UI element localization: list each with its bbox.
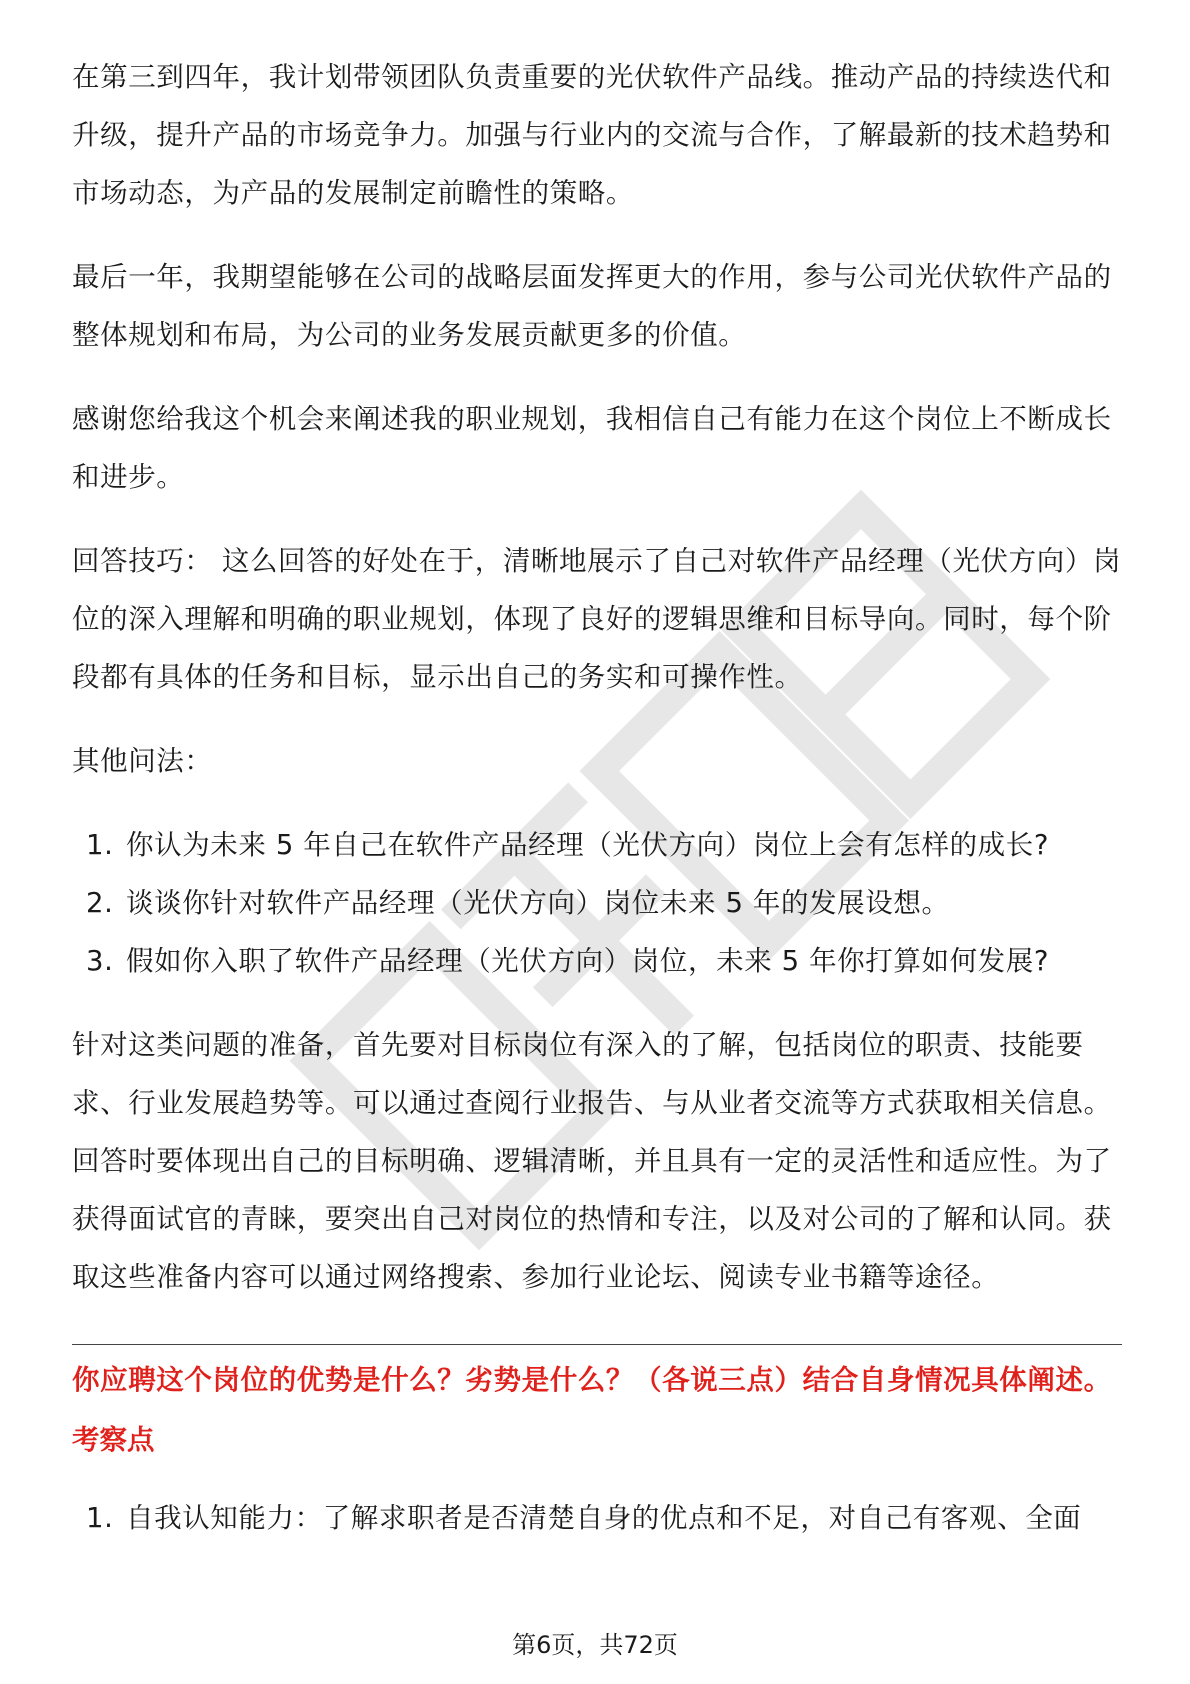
list-item-text: 谈谈你针对软件产品经理（光伏方向）岗位未来 5 年的发展设想。: [126, 887, 950, 919]
list-item: [72, 1489, 1122, 1547]
paragraph-thanks: 感谢您给我这个机会来阐述我的职业规划，我相信自己有能力在这个岗位上不断成长和进步。: [72, 403, 1112, 493]
question-heading: 你应聘这个岗位的优势是什么？劣势是什么？（各说三点）结合自身情况具体阐述。: [72, 1364, 1112, 1396]
list-item-number: 1.: [86, 1502, 114, 1534]
paragraph-years-3-4: 在第三到四年，我计划带领团队负责重要的光伏软件产品线。推动产品的持续迭代和升级，提升产品的市场竞争力。加强与行业内的交流与合作，了解最新的技术趋势和市场动态，为产品的发展制定前瞻性的策略。: [72, 61, 1112, 209]
list-item-number: 2.: [86, 887, 114, 919]
list-item-number: 1.: [86, 829, 114, 861]
section-divider: [72, 1344, 1122, 1345]
paragraph-preparation: 针对这类问题的准备，首先要对目标岗位有深入的了解，包括岗位的职责、技能要求、行业发展趋势等。可以通过查阅行业报告、与从业者交流等方式获取相关信息。回答时要体现出自己的目标明确、逻辑清晰，并且具有一定的灵活性和适应性。为了获得面试官的青睐，要突出自己对岗位的热情和专注，以及对公司的了解和认同。获取这些准备内容可以通过网络搜索、参加行业论坛、阅读专业书籍等途径。: [72, 1029, 1112, 1293]
main-content: [72, 48, 1122, 1547]
paragraph-other-questions-label: 其他问法：: [72, 745, 213, 777]
list-item: [86, 932, 1122, 990]
list-item-text: 自我认知能力：了解求职者是否清楚自身的优点和不足，对自己有客观、全面: [126, 1502, 1082, 1534]
list-item-text: 你认为未来 5 年自己在软件产品经理（光伏方向）岗位上会有怎样的成长?: [126, 829, 1050, 861]
list-item-text: 假如你入职了软件产品经理（光伏方向）岗位，未来 5 年你打算如何发展?: [126, 945, 1050, 977]
list-item-number: 3.: [86, 945, 114, 977]
other-questions-list: [72, 816, 1122, 990]
list-item: [86, 874, 1122, 932]
paragraph-final-year: 最后一年，我期望能够在公司的战略层面发挥更大的作用，参与公司光伏软件产品的整体规划和布局，为公司的业务发展贡献更多的价值。: [72, 261, 1112, 351]
list-item: [86, 816, 1122, 874]
question-subheading: 考察点: [72, 1424, 155, 1456]
page-footer: 第6页，共72页: [512, 1631, 678, 1659]
paragraph-answer-tips: 回答技巧： 这么回答的好处在于，清晰地展示了自己对软件产品经理（光伏方向）岗位的深入理解和明确的职业规划，体现了良好的逻辑思维和目标导向。同时，每个阶段都有具体的任务和目标，显示出自己的务实和可操作性。: [72, 545, 1122, 693]
